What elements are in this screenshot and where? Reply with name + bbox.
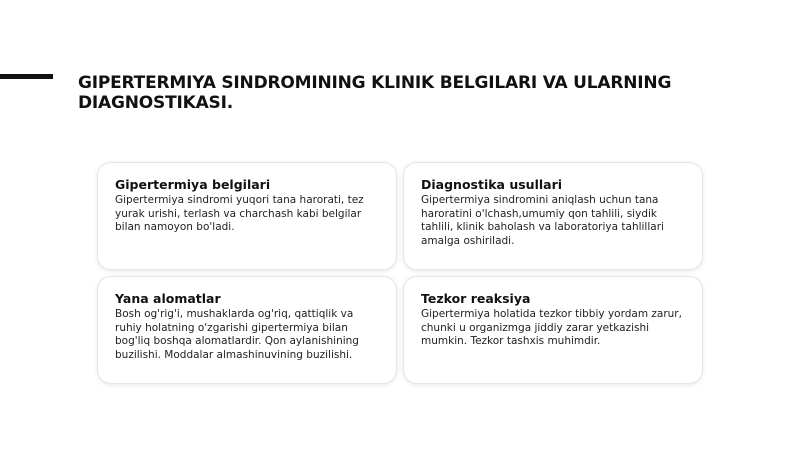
card-heading: Yana alomatlar (115, 291, 221, 306)
card-heading: Tezkor reaksiya (421, 291, 531, 306)
slide-title: GIPERTERMIYA SINDROMINING KLINIK BELGILARI VA ULARNING DIAGNOSTIKASI. (78, 73, 672, 113)
card-heading: Diagnostika usullari (421, 177, 563, 192)
card-heading: Gipertermiya belgilari (115, 177, 271, 192)
card-body: Bosh og'rig'i, mushaklarda og'riq, qattiqlik va ruhiy holatning o'zgarishi gipertermiya bilan bog'liq boshqa alomatlardir. Qon aylanishining buzilishi. Moddalar almashinuvining buzilishi. (115, 308, 359, 361)
title-accent-bar (0, 74, 53, 79)
card-body: Gipertermiya sindromini aniqlash uchun tana haroratini o'lchash,umumiy qon tahlili, siydik tahlili, klinik baholash va laboratoriya tahlillari amalga oshiriladi. (421, 194, 664, 247)
card-diagnostika-usullari (403, 162, 703, 270)
card-body: Gipertermiya holatida tezkor tibbiy yordam zarur, chunki u organizmga jiddiy zarar yetkazishi mumkin. Tezkor tashxis muhimdir. (421, 308, 682, 347)
card-tezkor-reaksiya (403, 276, 703, 384)
card-yana-alomatlar (97, 276, 397, 384)
card-body: Gipertermiya sindromi yuqori tana harorati, tez yurak urishi, terlash va charchash kabi belgilar bilan namoyon bo'ladi. (115, 194, 364, 233)
card-gipertermiya-belgilari (97, 162, 397, 270)
